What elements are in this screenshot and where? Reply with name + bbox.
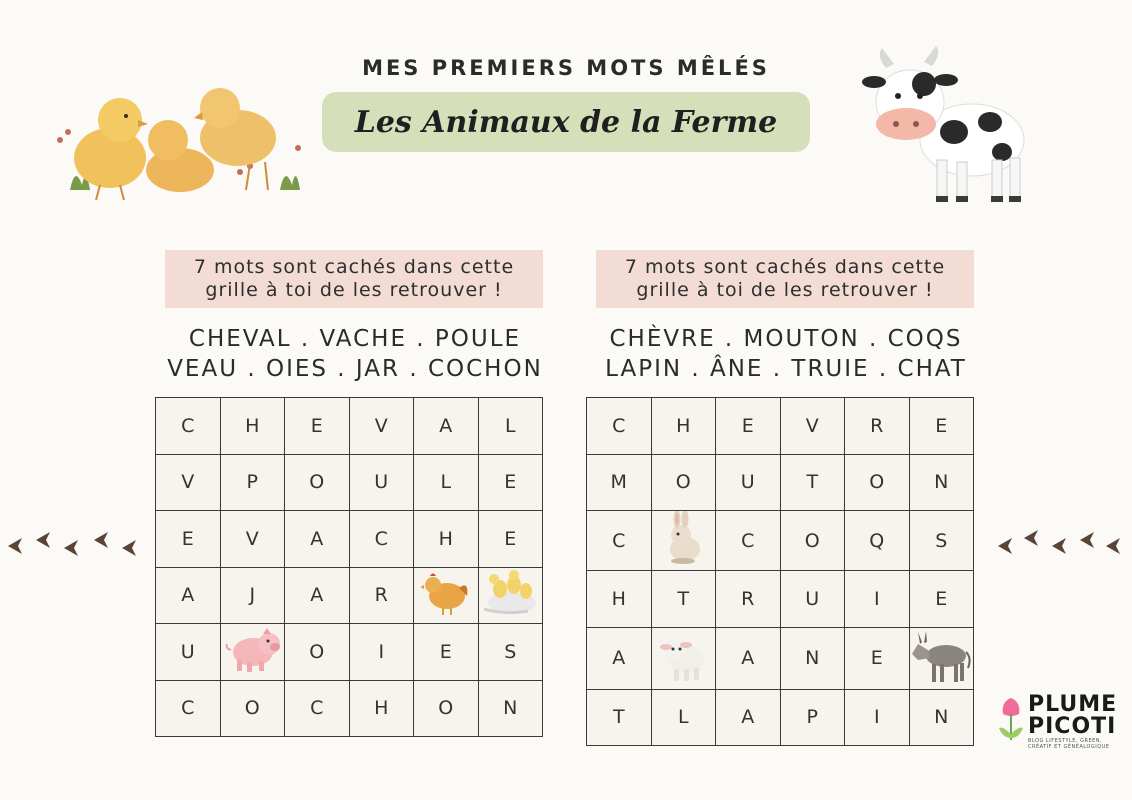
grid-cell[interactable]: N	[909, 689, 974, 746]
grid-cell[interactable]: L	[414, 454, 479, 511]
grid-row	[156, 398, 543, 455]
word-search-grid-right	[586, 397, 974, 746]
grid-cell[interactable]: H	[587, 571, 652, 628]
geese-picture[interactable]	[478, 567, 543, 624]
grid-row	[587, 689, 974, 746]
grid-cell[interactable]: E	[478, 511, 543, 568]
grid-row	[587, 511, 974, 571]
grid-cell[interactable]: C	[587, 511, 652, 571]
grid-cell[interactable]: C	[156, 680, 221, 737]
grid-cell[interactable]: N	[909, 454, 974, 511]
word-list-right	[570, 324, 1002, 384]
grid-cell[interactable]: E	[414, 624, 479, 681]
grid-cell[interactable]: H	[349, 680, 414, 737]
grid-cell[interactable]: C	[349, 511, 414, 568]
grid-cell[interactable]: R	[845, 398, 910, 455]
worksheet-title: Les Animaux de la Ferme	[354, 104, 778, 140]
grid-cell[interactable]: O	[285, 624, 350, 681]
donkey-picture[interactable]	[909, 627, 974, 689]
grid-cell[interactable]: C	[716, 511, 781, 571]
grid-cell[interactable]: O	[414, 680, 479, 737]
grid-cell[interactable]: S	[909, 511, 974, 571]
grid-cell[interactable]: H	[651, 398, 716, 455]
lamb-picture[interactable]	[651, 627, 716, 689]
pig-picture	[221, 624, 285, 679]
donkey-picture	[910, 628, 974, 689]
grid-cell[interactable]: A	[156, 567, 221, 624]
word-list-line-1: CHEVAL . VACHE . POULE	[188, 326, 522, 352]
grid-cell[interactable]: P	[780, 689, 845, 746]
grid-cell[interactable]: E	[478, 454, 543, 511]
grid-cell[interactable]: T	[587, 689, 652, 746]
grid-cell[interactable]: U	[156, 624, 221, 681]
bird-tracks-left	[6, 530, 146, 558]
grid-cell[interactable]: N	[780, 627, 845, 689]
grid-cell[interactable]: C	[587, 398, 652, 455]
grid-row	[156, 511, 543, 568]
logo-tagline-1: BLOG LIFESTYLE, GREEN,	[1028, 738, 1103, 744]
grid-cell[interactable]: A	[716, 689, 781, 746]
word-list-line-1: CHÈVRE . MOUTON . COQS	[609, 326, 963, 352]
grid-row	[156, 454, 543, 511]
grid-cell[interactable]: Q	[845, 511, 910, 571]
grid-row	[587, 627, 974, 689]
chicks-illustration	[50, 80, 310, 210]
instruction-line-2: grille à toi de les retrouver !	[636, 279, 934, 301]
instruction-line-1: 7 mots sont cachés dans cette	[193, 256, 515, 278]
grid-row	[156, 567, 543, 624]
rabbit-picture[interactable]	[651, 511, 716, 571]
grid-cell[interactable]: R	[716, 571, 781, 628]
grid-cell[interactable]: L	[651, 689, 716, 746]
lamb-picture	[652, 629, 716, 688]
grid-row	[587, 398, 974, 455]
cow-illustration	[862, 40, 1032, 210]
grid-cell[interactable]: V	[349, 398, 414, 455]
grid-cell[interactable]: O	[780, 511, 845, 571]
grid-cell[interactable]: A	[285, 511, 350, 568]
grid-row	[156, 680, 543, 737]
grid-cell[interactable]: V	[780, 398, 845, 455]
grid-cell[interactable]: E	[845, 627, 910, 689]
grid-cell[interactable]: I	[845, 689, 910, 746]
grid-cell[interactable]: J	[220, 567, 285, 624]
grid-cell[interactable]: O	[285, 454, 350, 511]
logo-tagline-2: CRÉATIF ET GÉNÉALOGIQUE	[1028, 744, 1110, 750]
grid-row	[587, 454, 974, 511]
plume-picoti-logo	[998, 694, 1117, 750]
hen-picture[interactable]	[414, 567, 479, 624]
logo-line-2: PICOTI	[1028, 714, 1117, 739]
instruction-box-right	[596, 250, 974, 308]
instruction-line-2: grille à toi de les retrouver !	[205, 279, 503, 301]
grid-cell[interactable]: H	[414, 511, 479, 568]
grid-cell[interactable]: I	[349, 624, 414, 681]
grid-cell[interactable]: E	[909, 571, 974, 628]
hen-picture	[414, 570, 478, 621]
grid-cell[interactable]: H	[220, 398, 285, 455]
grid-row	[587, 571, 974, 628]
bird-tracks-right	[996, 528, 1128, 556]
grid-cell[interactable]: O	[845, 454, 910, 511]
grid-cell[interactable]: P	[220, 454, 285, 511]
grid-cell[interactable]: A	[587, 627, 652, 689]
grid-cell[interactable]: U	[349, 454, 414, 511]
grid-cell[interactable]: M	[587, 454, 652, 511]
grid-cell[interactable]: T	[651, 571, 716, 628]
grid-cell[interactable]: N	[478, 680, 543, 737]
grid-cell[interactable]: C	[156, 398, 221, 455]
grid-row	[156, 624, 543, 681]
grid-cell[interactable]: E	[156, 511, 221, 568]
logo-line-1: PLUME	[1028, 692, 1118, 717]
grid-cell[interactable]: V	[156, 454, 221, 511]
grid-cell[interactable]: U	[780, 571, 845, 628]
grid-cell[interactable]: A	[716, 627, 781, 689]
rabbit-picture	[652, 511, 716, 570]
grid-cell[interactable]: S	[478, 624, 543, 681]
title-banner	[322, 92, 810, 152]
instruction-box-left	[165, 250, 543, 308]
grid-cell[interactable]: A	[285, 567, 350, 624]
worksheet-subtitle: MES PREMIERS MOTS MÊLÉS	[362, 56, 770, 80]
grid-cell[interactable]: I	[845, 571, 910, 628]
grid-cell[interactable]: E	[285, 398, 350, 455]
grid-cell[interactable]: E	[716, 398, 781, 455]
grid-cell[interactable]: C	[285, 680, 350, 737]
grid-cell[interactable]: O	[220, 680, 285, 737]
tulip-icon	[998, 694, 1024, 742]
grid-cell[interactable]: U	[716, 454, 781, 511]
instruction-line-1: 7 mots sont cachés dans cette	[624, 256, 946, 278]
grid-cell[interactable]: O	[651, 454, 716, 511]
grid-cell[interactable]: V	[220, 511, 285, 568]
grid-cell[interactable]: T	[780, 454, 845, 511]
word-list-line-2: VEAU . OIES . JAR . COCHON	[167, 356, 543, 382]
grid-cell[interactable]: E	[909, 398, 974, 455]
grid-cell[interactable]: A	[414, 398, 479, 455]
pig-picture[interactable]	[220, 624, 285, 681]
grid-cell[interactable]: L	[478, 398, 543, 455]
grid-cell[interactable]: R	[349, 567, 414, 624]
word-search-grid-left	[155, 397, 543, 737]
geese-picture	[479, 569, 543, 622]
word-list-left	[140, 324, 570, 384]
word-list-line-2: LAPIN . ÂNE . TRUIE . CHAT	[605, 356, 967, 382]
